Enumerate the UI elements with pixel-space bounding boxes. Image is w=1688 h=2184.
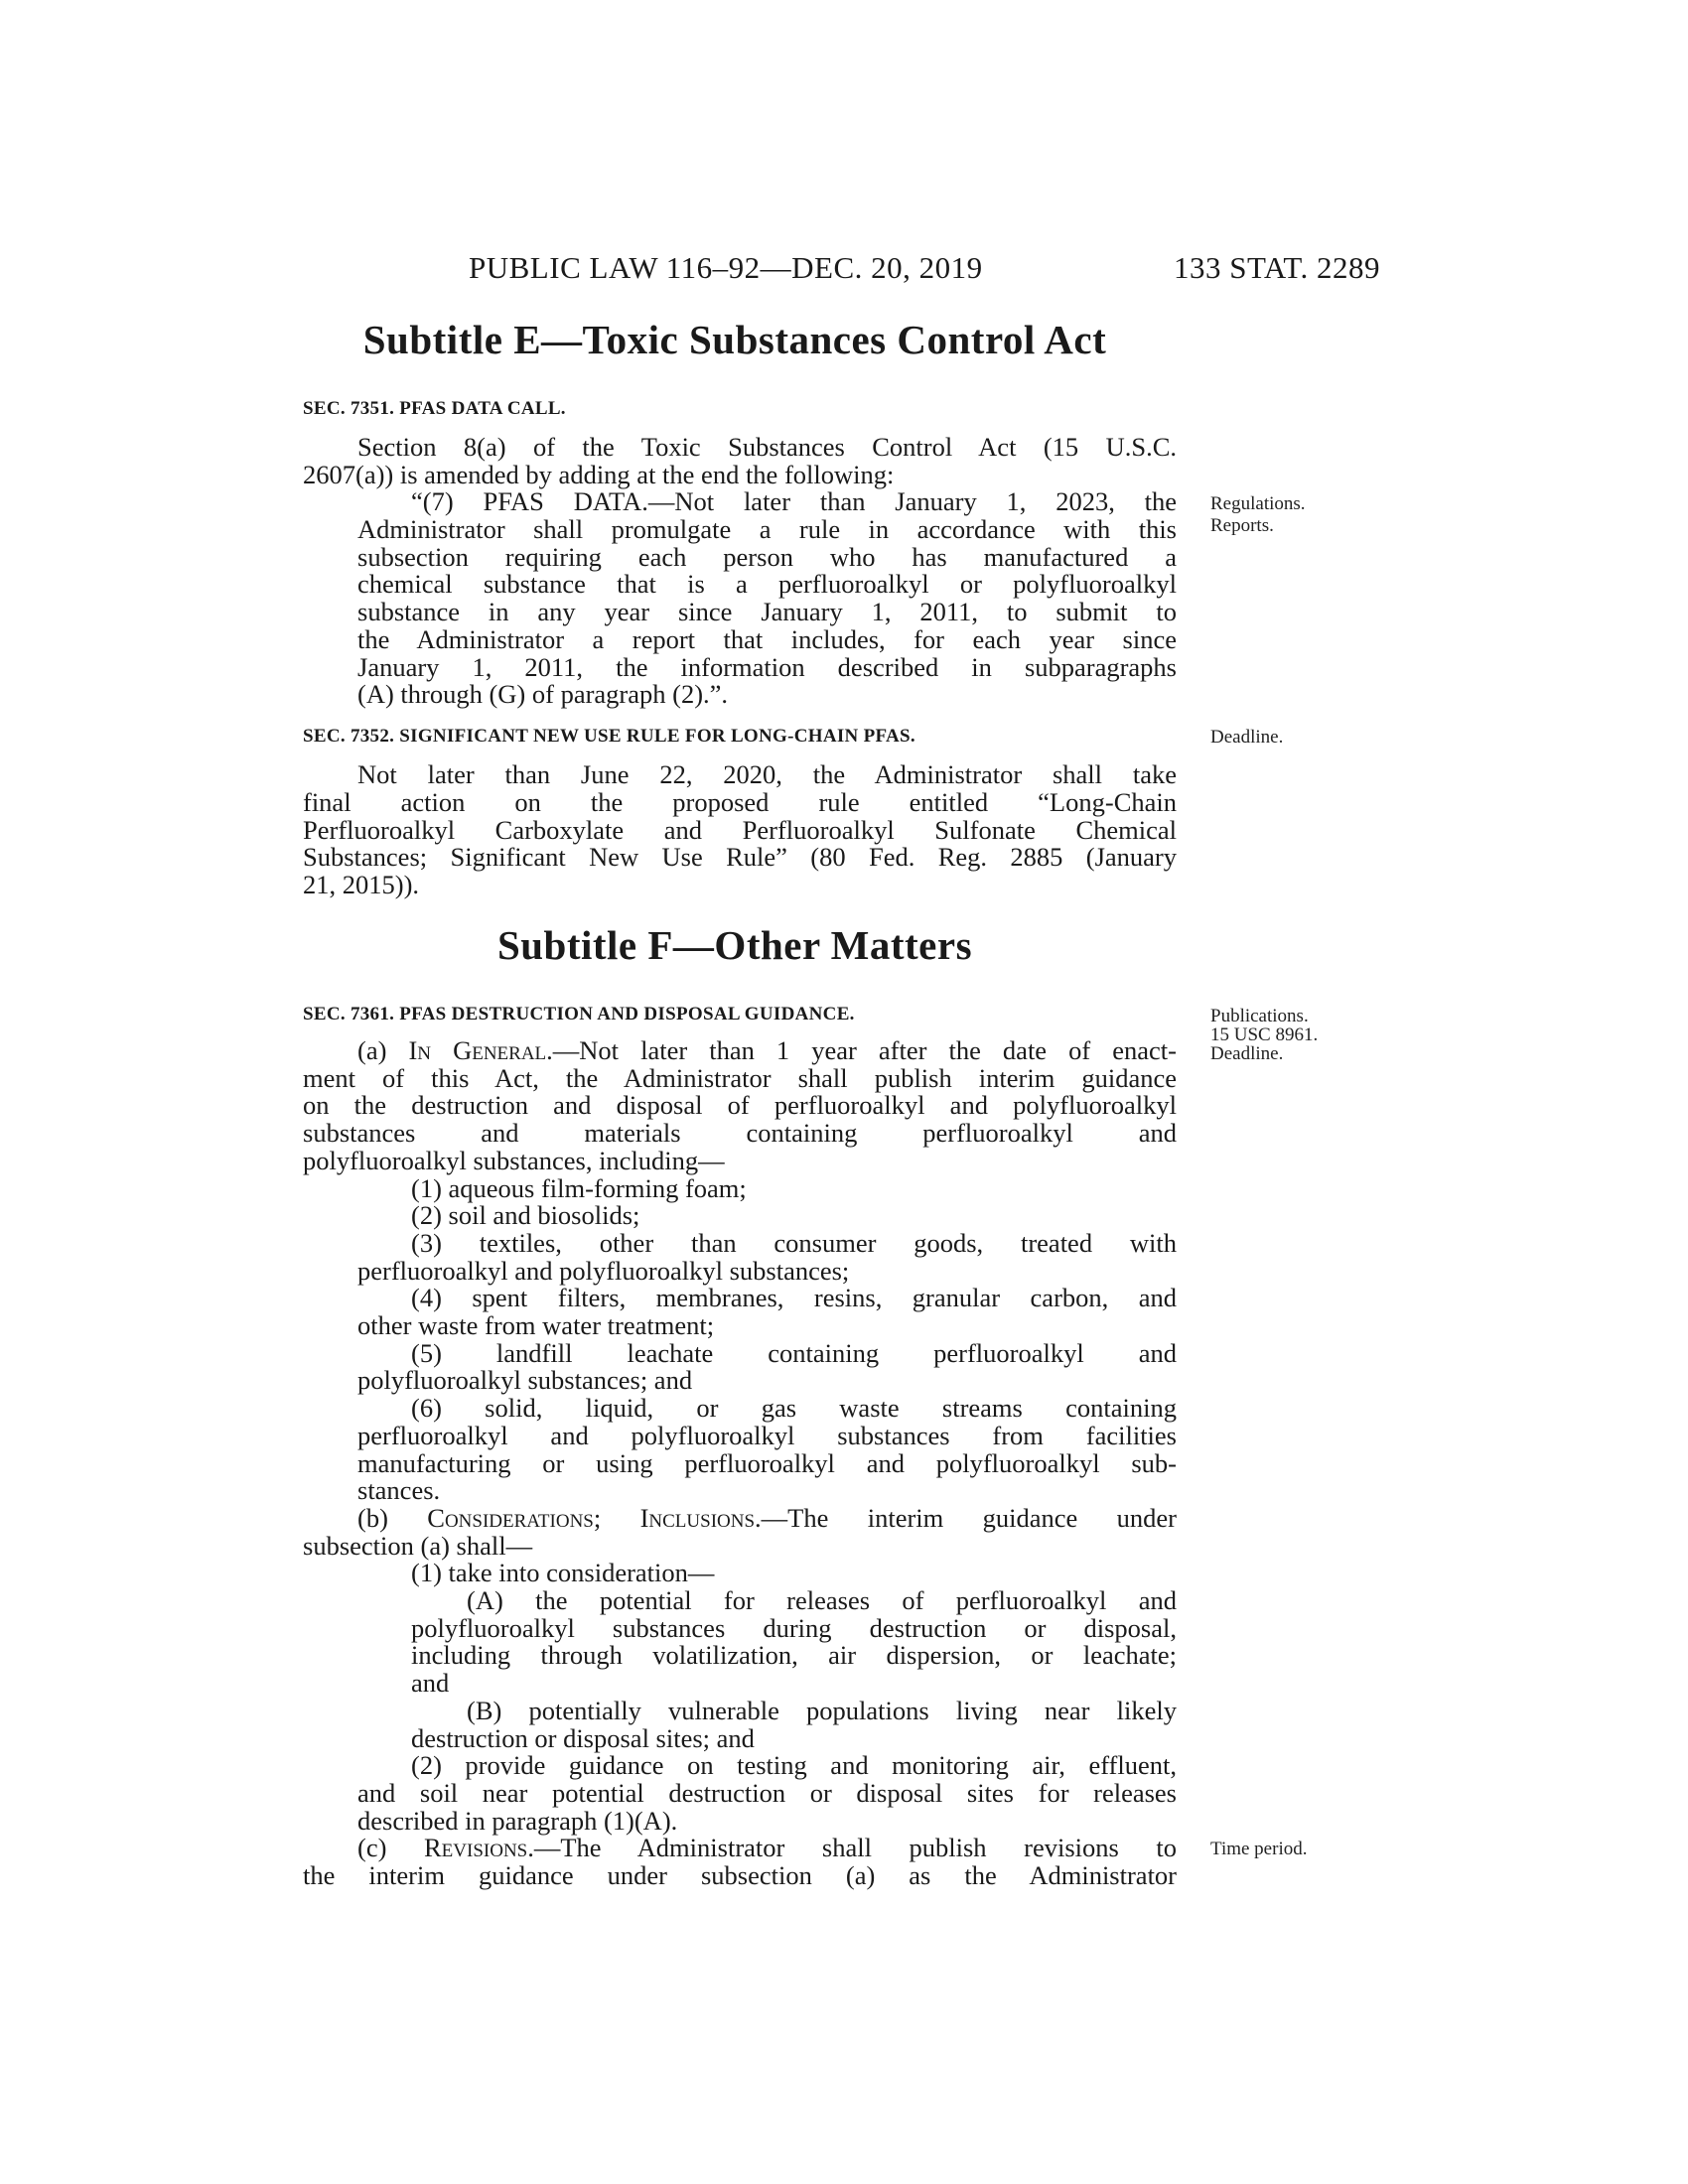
text-line: the interim guidance under subsection (a) as the Administrator [303,1860,1177,1890]
text-line: substances and materials containing perfluoroalkyl and [303,1118,1177,1148]
text-line: destruction or disposal sites; and [411,1723,755,1753]
text-line: described in paragraph (1)(A). [357,1806,678,1836]
text-line: chemical substance that is a perfluoroalkyl or polyfluoroalkyl [357,569,1177,599]
text-line: ment of this Act, the Administrator shall publish interim guidance [303,1063,1177,1093]
text-line: (3) textiles, other than consumer goods, treated with [411,1228,1177,1258]
text-line: 21, 2015)). [303,870,420,899]
text-line: (1) aqueous film-forming foam; [411,1173,747,1203]
margin-note: Regulations. [1210,493,1306,514]
text-line: 2607(a)) is amended by adding at the end the following: [303,460,895,489]
subtitle-f-heading: Subtitle F—Other Matters [496,922,973,968]
text-line: Perfluoroalkyl Carboxylate and Perfluoroalkyl Sulfonate Chemical [303,815,1177,845]
text-line: subsection (a) shall— [303,1531,533,1561]
text-line: (4) spent filters, membranes, resins, granular carbon, and [411,1283,1177,1312]
text-line: (2) provide guidance on testing and monitoring air, effluent, [411,1750,1177,1780]
margin-note: 15 USC 8961. [1210,1024,1319,1045]
text-line [411,488,1177,516]
subsection-label: (b) [357,1503,388,1533]
text-line: and soil near potential destruction or disposal sites for releases [357,1778,1177,1808]
text-line: the Administrator a report that includes, for each year since [357,624,1177,654]
text-line: subsection requiring each person who has manufactured a [357,542,1177,572]
public-law-citation: PUBLIC LAW 116–92—DEC. 20, 2019 [469,250,983,285]
text-line: (B) potentially vulnerable populations living near likely [467,1696,1177,1725]
subtitle-e-heading: Subtitle E—Toxic Substances Control Act [362,317,1107,362]
text-line: (A) the potential for releases of perfluoroalkyl and [467,1585,1177,1615]
subsection-heading: In General [408,1035,547,1065]
text-line: (1) take into consideration— [411,1558,715,1587]
text-line: (5) landfill leachate containing perfluoroalkyl and [411,1338,1177,1368]
text-line: substance in any year since January 1, 2011, to submit to [357,597,1177,626]
text-line: polyfluoroalkyl substances, including— [303,1146,725,1175]
text-line [357,1505,1177,1533]
subsection-text: .—The interim guidance under [755,1503,1177,1533]
section-7361-heading: SEC. 7361. PFAS DESTRUCTION AND DISPOSAL GUIDANCE. [303,1004,855,1024]
subsection-label: (c) [357,1833,387,1862]
text-line: and [411,1668,450,1698]
text-line: perfluoroalkyl and polyfluoroalkyl substances from facilities [357,1421,1177,1450]
text-line: January 1, 2011, the information described in subparagraphs [357,652,1177,682]
text-line: on the destruction and disposal of perfluoroalkyl and polyfluoroalkyl [303,1090,1177,1120]
section-7351-heading: SEC. 7351. PFAS DATA CALL. [303,398,566,419]
running-header [298,250,1380,294]
text-line [357,1037,1177,1065]
text-line: Substances; Significant New Use Rule” (80 Fed. Reg. 2885 (January [303,842,1177,872]
margin-note: Publications. [1210,1006,1309,1026]
text-line: perfluoroalkyl and polyfluoroalkyl substances; [357,1256,850,1286]
text-line: (A) through (G) of paragraph (2).”. [357,679,729,709]
text-line: (2) soil and biosolids; [411,1200,640,1230]
subsection-heading: Considerations; Inclusions [427,1503,756,1533]
paragraph-number: “(7) PFAS [411,486,544,516]
paragraph-text: .—Not later than January 1, 2023, the [641,486,1178,516]
subsection-heading: Revisions [424,1833,528,1862]
text-line: (6) solid, liquid, or gas waste streams containing [411,1393,1177,1423]
text-line: including through volatilization, air dispersion, or leachate; [411,1640,1177,1670]
text-line: other waste from water treatment; [357,1310,715,1340]
text-line [357,1835,1177,1862]
paragraph-heading: DATA [573,486,642,516]
text-line: stances. [357,1475,441,1505]
statute-page-number: 133 STAT. 2289 [1173,250,1380,285]
subsection-label: (a) [357,1035,387,1065]
margin-note: Reports. [1210,515,1274,536]
subsection-text: .—The Administrator shall publish revisions to [527,1833,1177,1862]
margin-note: Deadline. [1210,727,1284,748]
text-line: Administrator shall promulgate a rule in accordance with this [357,514,1177,544]
text-line: Not later than June 22, 2020, the Administrator shall take [357,759,1177,789]
text-line: Section 8(a) of the Toxic Substances Control Act (15 U.S.C. [357,432,1177,462]
subsection-text: .—Not later than 1 year after the date of enact- [546,1035,1177,1065]
text-line: polyfluoroalkyl substances; and [357,1365,693,1395]
section-7352-heading: SEC. 7352. SIGNIFICANT NEW USE RULE FOR LONG-CHAIN PFAS. [303,726,915,747]
text-line: manufacturing or using perfluoroalkyl and polyfluoroalkyl sub- [357,1448,1177,1478]
text-line: final action on the proposed rule entitled “Long-Chain [303,787,1177,817]
text-line: polyfluoroalkyl substances during destruction or disposal, [411,1613,1177,1643]
margin-note: Deadline. [1210,1043,1284,1064]
margin-note: Time period. [1210,1839,1308,1859]
